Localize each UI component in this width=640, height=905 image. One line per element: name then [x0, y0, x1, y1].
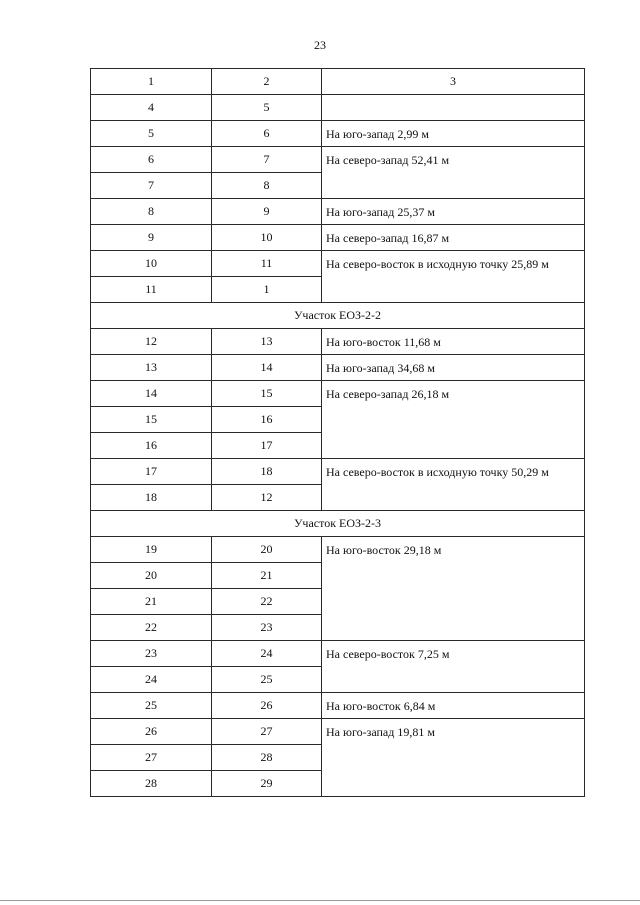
- point-to-cell: 6: [212, 121, 322, 147]
- point-to-cell: 25: [212, 667, 322, 693]
- page-number: 23: [314, 38, 326, 52]
- point-from-cell: 18: [91, 485, 212, 511]
- direction-distance-cell: На северо-восток в исходную точку 50,29 м: [322, 459, 585, 511]
- point-from-cell: 25: [91, 693, 212, 719]
- page-bottom-edge: [0, 900, 640, 901]
- point-to-cell: 8: [212, 173, 322, 199]
- point-to-cell: 20: [212, 537, 322, 563]
- point-from-cell: 8: [91, 199, 212, 225]
- point-from-cell: 21: [91, 589, 212, 615]
- point-from-cell: 19: [91, 537, 212, 563]
- direction-distance-cell: На юго-запад 19,81 м: [322, 719, 585, 797]
- column-header-point-to: 2: [212, 69, 322, 95]
- point-to-cell: 22: [212, 589, 322, 615]
- point-to-cell: 23: [212, 615, 322, 641]
- point-to-cell: 5: [212, 95, 322, 121]
- point-from-cell: 13: [91, 355, 212, 381]
- table-row: [91, 251, 585, 277]
- point-from-cell: 14: [91, 381, 212, 407]
- column-header-point-from: 1: [91, 69, 212, 95]
- direction-distance-cell: На северо-запад 26,18 м: [322, 381, 585, 459]
- direction-distance-cell: На юго-восток 29,18 м: [322, 537, 585, 641]
- direction-distance-cell: [322, 95, 585, 121]
- point-to-cell: 28: [212, 745, 322, 771]
- direction-distance-cell: На юго-восток 11,68 м: [322, 329, 585, 355]
- direction-distance-cell: На юго-запад 25,37 м: [322, 199, 585, 225]
- point-from-cell: 20: [91, 563, 212, 589]
- point-from-cell: 6: [91, 147, 212, 173]
- point-from-cell: 24: [91, 667, 212, 693]
- point-to-cell: 15: [212, 381, 322, 407]
- direction-distance-cell: На юго-запад 34,68 м: [322, 355, 585, 381]
- table-header-row: [91, 69, 585, 95]
- section-title: Участок ЕОЗ-2-2: [91, 303, 585, 329]
- column-header-description: 3: [322, 69, 585, 95]
- section-header-row: [91, 511, 585, 537]
- point-from-cell: 11: [91, 277, 212, 303]
- point-from-cell: 26: [91, 719, 212, 745]
- point-from-cell: 16: [91, 433, 212, 459]
- section-header-row: [91, 303, 585, 329]
- point-to-cell: 17: [212, 433, 322, 459]
- point-to-cell: 13: [212, 329, 322, 355]
- point-to-cell: 27: [212, 719, 322, 745]
- table-row: [91, 95, 585, 121]
- point-to-cell: 9: [212, 199, 322, 225]
- point-from-cell: 28: [91, 771, 212, 797]
- table-row: [91, 225, 585, 251]
- direction-distance-cell: На северо-запад 16,87 м: [322, 225, 585, 251]
- direction-distance-cell: На юго-запад 2,99 м: [322, 121, 585, 147]
- point-to-cell: 24: [212, 641, 322, 667]
- point-from-cell: 15: [91, 407, 212, 433]
- direction-distance-cell: На северо-восток в исходную точку 25,89 м: [322, 251, 585, 303]
- direction-distance-cell: На юго-восток 6,84 м: [322, 693, 585, 719]
- table-row: [91, 459, 585, 485]
- point-to-cell: 1: [212, 277, 322, 303]
- point-to-cell: 11: [212, 251, 322, 277]
- point-from-cell: 7: [91, 173, 212, 199]
- table-row: [91, 329, 585, 355]
- point-from-cell: 22: [91, 615, 212, 641]
- point-to-cell: 7: [212, 147, 322, 173]
- table-row: [91, 641, 585, 667]
- table-row: [91, 121, 585, 147]
- direction-distance-cell: На северо-восток 7,25 м: [322, 641, 585, 693]
- point-from-cell: 4: [91, 95, 212, 121]
- table-row: [91, 537, 585, 563]
- point-to-cell: 14: [212, 355, 322, 381]
- point-from-cell: 9: [91, 225, 212, 251]
- direction-distance-cell: На северо-запад 52,41 м: [322, 147, 585, 199]
- table-row: [91, 719, 585, 745]
- boundary-points-table: [90, 68, 585, 797]
- table-row: [91, 381, 585, 407]
- point-from-cell: 12: [91, 329, 212, 355]
- point-from-cell: 27: [91, 745, 212, 771]
- point-from-cell: 17: [91, 459, 212, 485]
- point-to-cell: 16: [212, 407, 322, 433]
- table-row: [91, 693, 585, 719]
- table-row: [91, 355, 585, 381]
- table-row: [91, 147, 585, 173]
- point-from-cell: 5: [91, 121, 212, 147]
- point-from-cell: 10: [91, 251, 212, 277]
- table-body: [91, 69, 585, 797]
- section-title: Участок ЕОЗ-2-3: [91, 511, 585, 537]
- point-to-cell: 29: [212, 771, 322, 797]
- point-from-cell: 23: [91, 641, 212, 667]
- point-to-cell: 21: [212, 563, 322, 589]
- table-row: [91, 199, 585, 225]
- point-to-cell: 12: [212, 485, 322, 511]
- point-to-cell: 26: [212, 693, 322, 719]
- point-to-cell: 18: [212, 459, 322, 485]
- point-to-cell: 10: [212, 225, 322, 251]
